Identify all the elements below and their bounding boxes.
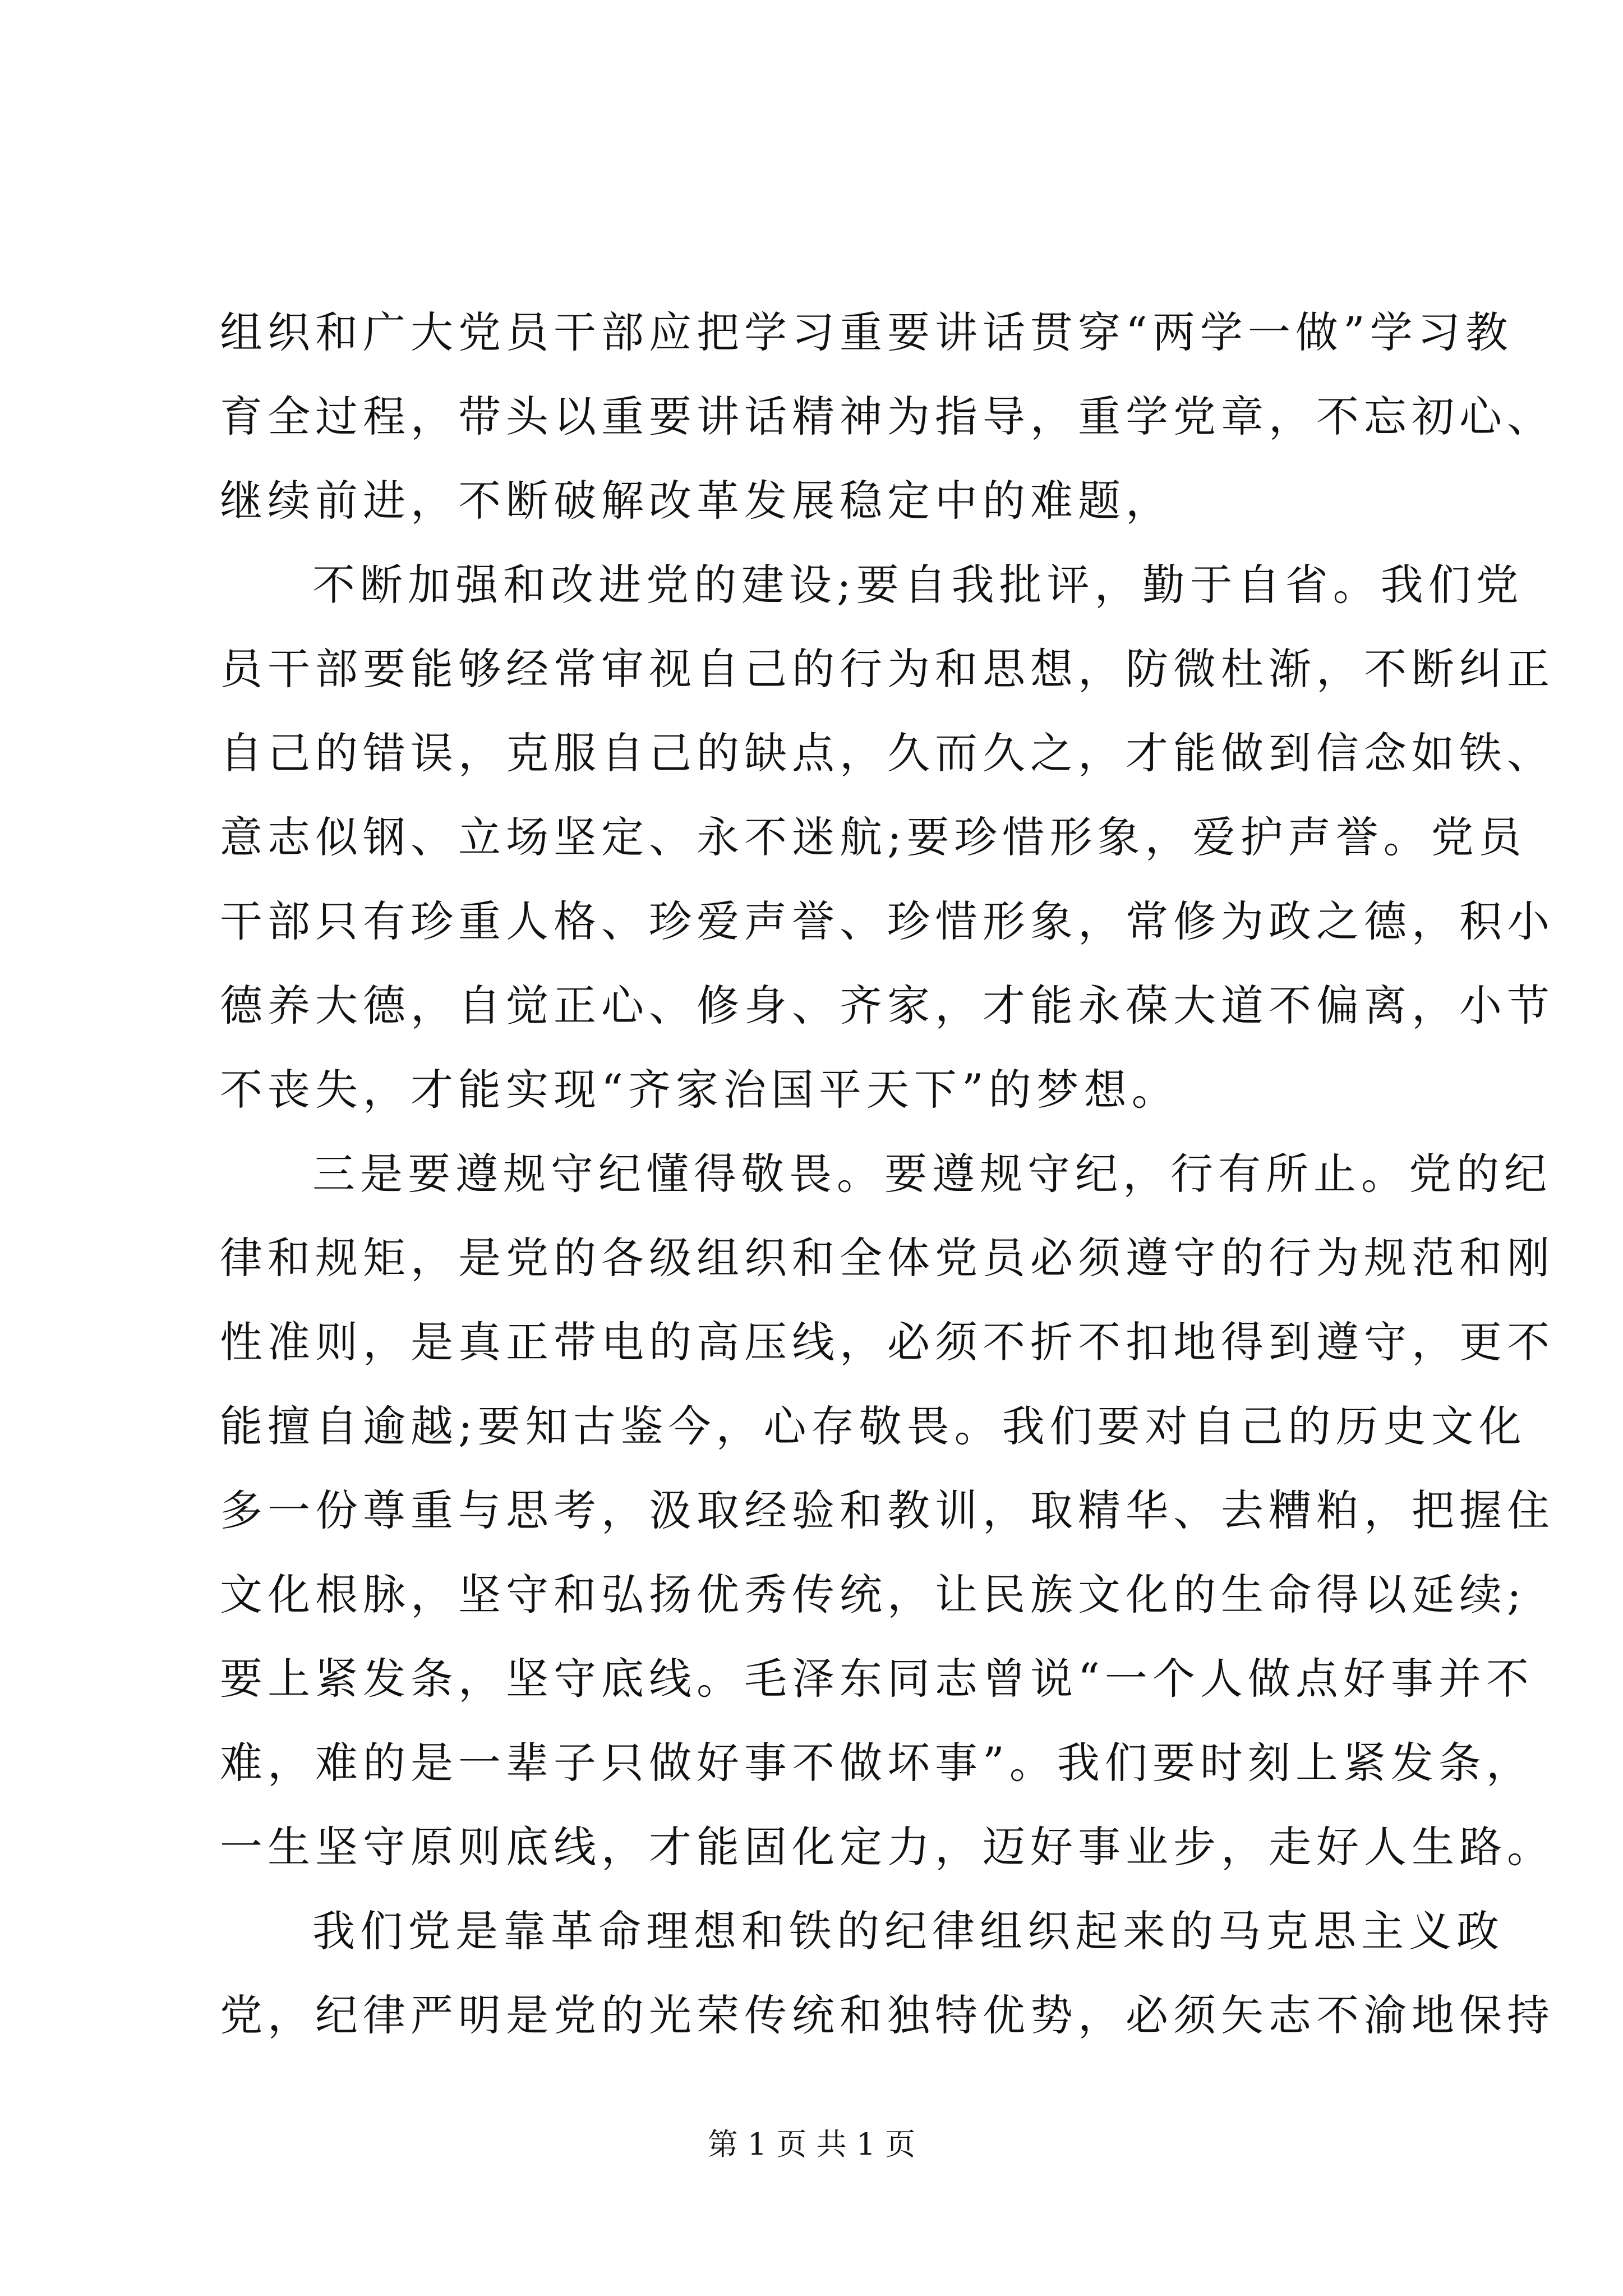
- page-footer: [0, 2125, 1623, 2164]
- text-line: 难，难的是一辈子只做好事不做坏事”。我们要时刻上紧发条，: [220, 1738, 1534, 1788]
- text-line: 性准则，是真正带电的高压线，必须不折不扣地得到遵守，更不: [220, 1317, 1555, 1367]
- text-line: 德养大德，自觉正心、修身、齐家，才能永葆大道不偏离，小节: [220, 981, 1555, 1030]
- page-number-label: 第 1 页 共 1 页: [707, 2127, 916, 2162]
- paragraph-first-line: 三是要遵规守纪懂得敬畏。要遵规守纪，行有所止。党的纪: [312, 1149, 1552, 1199]
- text-line: 继续前进，不断破解改革发展稳定中的难题，: [220, 476, 1173, 526]
- text-line: 多一份尊重与思考，汲取经验和教训，取精华、去糟粕，把握住: [220, 1485, 1555, 1535]
- text-line: 员干部要能够经常审视自己的行为和思想，防微杜渐，不断纠正: [220, 644, 1555, 694]
- paragraph-first-line: 不断加强和改进党的建设;要自我批评，勤于自省。我们党: [312, 560, 1524, 610]
- paragraph-first-line: 我们党是靠革命理想和铁的纪律组织起来的马克思主义政: [312, 1906, 1504, 1956]
- text-line: 文化根脉，坚守和弘扬优秀传统，让民族文化的生命得以延续;: [220, 1570, 1527, 1619]
- text-line: 要上紧发条，坚守底线。毛泽东同志曾说“一个人做点好事并不: [220, 1654, 1534, 1704]
- text-line: 能擅自逾越;要知古鉴今，心存敬畏。我们要对自己的历史文化: [220, 1401, 1527, 1451]
- text-line: 意志似钢、立场坚定、永不迷航;要珍惜形象，爱护声誉。党员: [220, 812, 1527, 862]
- text-line: 党，纪律严明是党的光荣传统和独特优势，必须矢志不渝地保持: [220, 1990, 1555, 2040]
- text-line: 育全过程，带头以重要讲话精神为指导，重学党章，不忘初心、: [220, 392, 1555, 441]
- text-line: 干部只有珍重人格、珍爱声誉、珍惜形象，常修为政之德，积小: [220, 896, 1555, 946]
- text-line: 自己的错误，克服自己的缺点，久而久之，才能做到信念如铁、: [220, 728, 1555, 778]
- body-text: [220, 291, 1555, 2058]
- text-line: 组织和广大党员干部应把学习重要讲话贯穿“两学一做”学习教: [220, 307, 1513, 357]
- text-line: 律和规矩，是党的各级组织和全体党员必须遵守的行为规范和刚: [220, 1233, 1555, 1283]
- text-line: 不丧失，才能实现“齐家治国平天下”的梦想。: [220, 1065, 1179, 1115]
- text-line: 一生坚守原则底线，才能固化定力，迈好事业步，走好人生路。: [220, 1822, 1555, 1872]
